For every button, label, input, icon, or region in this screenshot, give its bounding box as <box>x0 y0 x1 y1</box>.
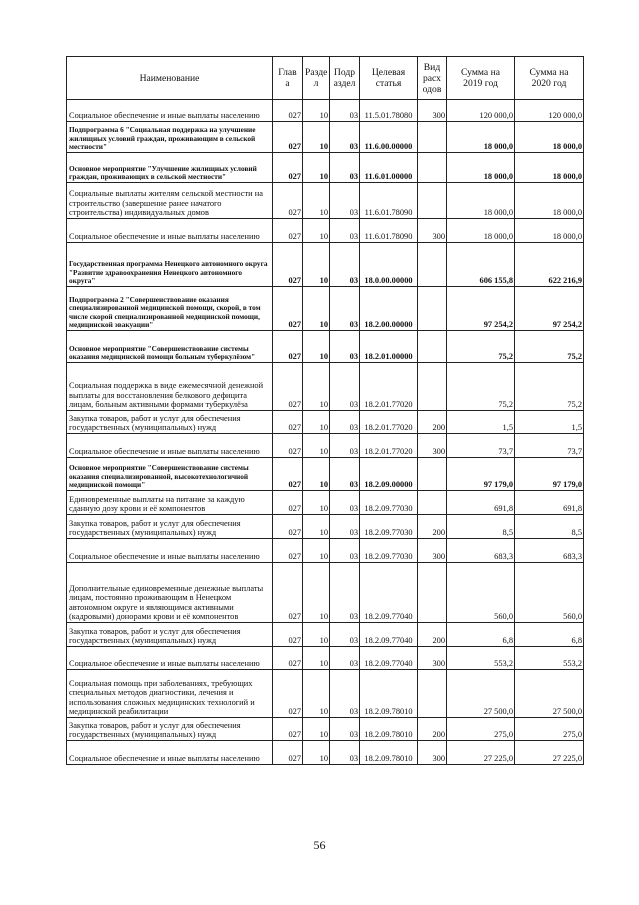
cell-glava: 027 <box>273 563 303 623</box>
cell-vid: 300 <box>418 434 447 458</box>
cell-name: Подпрограмма 2 "Совершенствование оказания специализированной медицинской помощи, скорой, в том числе скорой специализированной медицинской помощи, медицинской эвакуации" <box>67 287 273 331</box>
cell-name: Дополнительные единовременные денежные выплаты лицам, постоянно проживающим в Ненецком автономном округе и являющимся активными (кадровыми) донорами крови и её компонентов <box>67 563 273 623</box>
cell-sum-2020: 275,0 <box>515 718 584 741</box>
cell-razdel: 10 <box>303 434 330 458</box>
header-sum-2019: Сумма на 2019 год <box>447 57 515 100</box>
header-article: Целевая статья <box>360 57 418 100</box>
cell-podrazdel: 03 <box>330 623 360 647</box>
cell-sum-2020: 120 000,0 <box>515 100 584 122</box>
cell-sum-2019: 18 000,0 <box>447 122 515 153</box>
table-row <box>67 647 584 670</box>
cell-razdel: 10 <box>303 153 330 183</box>
cell-name: Социальное обеспечение и иные выплаты населению <box>67 741 273 765</box>
table-header-row <box>67 57 584 100</box>
cell-glava: 027 <box>273 122 303 153</box>
cell-name: Социальное обеспечение и иные выплаты населению <box>67 100 273 122</box>
cell-sum-2020: 683,3 <box>515 539 584 563</box>
cell-sum-2019: 606 155,8 <box>447 243 515 287</box>
cell-vid: 300 <box>418 539 447 563</box>
cell-sum-2019: 553,2 <box>447 647 515 670</box>
cell-glava: 027 <box>273 670 303 718</box>
cell-razdel: 10 <box>303 363 330 411</box>
cell-glava: 027 <box>273 623 303 647</box>
cell-sum-2020: 560,0 <box>515 563 584 623</box>
cell-article: 11.6.00.00000 <box>360 122 418 153</box>
cell-podrazdel: 03 <box>330 563 360 623</box>
cell-sum-2019: 97 254,2 <box>447 287 515 331</box>
cell-razdel: 10 <box>303 183 330 219</box>
cell-sum-2020: 97 254,2 <box>515 287 584 331</box>
cell-vid: 300 <box>418 647 447 670</box>
cell-article: 18.2.09.77030 <box>360 491 418 515</box>
cell-podrazdel: 03 <box>330 434 360 458</box>
cell-sum-2019: 8,5 <box>447 515 515 539</box>
table-row <box>67 363 584 411</box>
cell-razdel: 10 <box>303 122 330 153</box>
header-sum-2020: Сумма на 2020 год <box>515 57 584 100</box>
cell-name: Закупка товаров, работ и услуг для обеспечения государственных (муниципальных) нужд <box>67 515 273 539</box>
cell-glava: 027 <box>273 458 303 491</box>
cell-vid <box>418 363 447 411</box>
cell-vid: 200 <box>418 515 447 539</box>
cell-vid <box>418 153 447 183</box>
cell-razdel: 10 <box>303 539 330 563</box>
cell-razdel: 10 <box>303 670 330 718</box>
cell-sum-2019: 73,7 <box>447 434 515 458</box>
cell-sum-2020: 18 000,0 <box>515 122 584 153</box>
cell-sum-2020: 553,2 <box>515 647 584 670</box>
cell-razdel: 10 <box>303 219 330 243</box>
cell-podrazdel: 03 <box>330 718 360 741</box>
cell-podrazdel: 03 <box>330 363 360 411</box>
cell-sum-2020: 27 500,0 <box>515 670 584 718</box>
table-row <box>67 515 584 539</box>
cell-article: 18.2.09.77030 <box>360 539 418 563</box>
table-row <box>67 563 584 623</box>
cell-name: Государственная программа Ненецкого автономного округа "Развитие здравоохранения Ненецкого автономного округа" <box>67 243 273 287</box>
table-row <box>67 718 584 741</box>
cell-name: Основное мероприятие "Совершенствование системы оказания медицинской помощи больным туберкулёзом" <box>67 331 273 363</box>
cell-podrazdel: 03 <box>330 153 360 183</box>
cell-sum-2020: 1,5 <box>515 411 584 434</box>
cell-podrazdel: 03 <box>330 647 360 670</box>
cell-name: Социальная поддержка в виде ежемесячной денежной выплаты для восстановления белкового дефицита лицам, больным активными формами туберкулёза <box>67 363 273 411</box>
cell-name: Основное мероприятие "Совершенствование системы оказания специализированной, высокотехнологичной медицинской помощи" <box>67 458 273 491</box>
cell-name: Социальное обеспечение и иные выплаты населению <box>67 434 273 458</box>
cell-podrazdel: 03 <box>330 515 360 539</box>
cell-sum-2020: 18 000,0 <box>515 219 584 243</box>
header-name: Наименование <box>67 57 273 100</box>
cell-name: Единовременные выплаты на питание за каждую сданную дозу крови и её компонентов <box>67 491 273 515</box>
cell-sum-2019: 683,3 <box>447 539 515 563</box>
cell-razdel: 10 <box>303 491 330 515</box>
cell-podrazdel: 03 <box>330 539 360 563</box>
cell-vid <box>418 183 447 219</box>
budget-table <box>66 56 584 765</box>
cell-glava: 027 <box>273 153 303 183</box>
cell-name: Социальные выплаты жителям сельской местности на строительство (завершение ранее начатого строительства) индивидуальных домов <box>67 183 273 219</box>
cell-article: 18.2.09.77040 <box>360 563 418 623</box>
cell-sum-2020: 622 216,9 <box>515 243 584 287</box>
cell-sum-2019: 6,8 <box>447 623 515 647</box>
cell-glava: 027 <box>273 287 303 331</box>
cell-vid <box>418 122 447 153</box>
cell-sum-2020: 75,2 <box>515 331 584 363</box>
cell-sum-2019: 18 000,0 <box>447 219 515 243</box>
cell-podrazdel: 03 <box>330 243 360 287</box>
table-row <box>67 539 584 563</box>
table-row <box>67 183 584 219</box>
table-row <box>67 122 584 153</box>
cell-name: Социальное обеспечение и иные выплаты населению <box>67 539 273 563</box>
cell-name: Закупка товаров, работ и услуг для обеспечения государственных (муниципальных) нужд <box>67 411 273 434</box>
cell-vid <box>418 331 447 363</box>
cell-vid <box>418 670 447 718</box>
cell-razdel: 10 <box>303 647 330 670</box>
cell-podrazdel: 03 <box>330 219 360 243</box>
cell-sum-2020: 73,7 <box>515 434 584 458</box>
table-row <box>67 287 584 331</box>
table-row <box>67 491 584 515</box>
cell-glava: 027 <box>273 363 303 411</box>
table-row <box>67 243 584 287</box>
header-glava: Глав а <box>273 57 303 100</box>
cell-glava: 027 <box>273 243 303 287</box>
cell-vid <box>418 458 447 491</box>
table-body <box>67 100 584 765</box>
table-row <box>67 153 584 183</box>
cell-name: Подпрограмма 6 "Социальная поддержка на улучшение жилищных условий граждан, проживающим в сельской местности" <box>67 122 273 153</box>
cell-article: 11.5.01.78080 <box>360 100 418 122</box>
cell-sum-2019: 691,8 <box>447 491 515 515</box>
cell-razdel: 10 <box>303 458 330 491</box>
cell-glava: 027 <box>273 718 303 741</box>
cell-razdel: 10 <box>303 243 330 287</box>
cell-article: 18.2.09.78010 <box>360 670 418 718</box>
header-vid: Вид расх одов <box>418 57 447 100</box>
cell-article: 18.2.01.00000 <box>360 331 418 363</box>
cell-vid <box>418 243 447 287</box>
table-row <box>67 219 584 243</box>
cell-sum-2019: 560,0 <box>447 563 515 623</box>
table-row <box>67 411 584 434</box>
cell-sum-2019: 18 000,0 <box>447 183 515 219</box>
cell-glava: 027 <box>273 100 303 122</box>
cell-razdel: 10 <box>303 331 330 363</box>
cell-name: Социальное обеспечение и иные выплаты населению <box>67 647 273 670</box>
cell-name: Социальное обеспечение и иные выплаты населению <box>67 219 273 243</box>
cell-razdel: 10 <box>303 718 330 741</box>
cell-razdel: 10 <box>303 563 330 623</box>
cell-sum-2019: 275,0 <box>447 718 515 741</box>
cell-sum-2020: 6,8 <box>515 623 584 647</box>
cell-article: 18.2.01.77020 <box>360 411 418 434</box>
cell-sum-2020: 18 000,0 <box>515 183 584 219</box>
cell-vid: 200 <box>418 411 447 434</box>
cell-article: 11.6.01.78090 <box>360 219 418 243</box>
cell-article: 11.6.01.00000 <box>360 153 418 183</box>
cell-podrazdel: 03 <box>330 411 360 434</box>
cell-sum-2020: 691,8 <box>515 491 584 515</box>
cell-vid <box>418 491 447 515</box>
cell-sum-2020: 75,2 <box>515 363 584 411</box>
table-row <box>67 741 584 765</box>
cell-article: 18.0.00.00000 <box>360 243 418 287</box>
cell-razdel: 10 <box>303 411 330 434</box>
cell-glava: 027 <box>273 219 303 243</box>
table-row <box>67 670 584 718</box>
cell-sum-2020: 8,5 <box>515 515 584 539</box>
cell-razdel: 10 <box>303 623 330 647</box>
cell-razdel: 10 <box>303 515 330 539</box>
cell-sum-2019: 97 179,0 <box>447 458 515 491</box>
cell-glava: 027 <box>273 183 303 219</box>
cell-podrazdel: 03 <box>330 183 360 219</box>
table-row <box>67 100 584 122</box>
cell-vid: 300 <box>418 219 447 243</box>
cell-glava: 027 <box>273 741 303 765</box>
cell-glava: 027 <box>273 539 303 563</box>
cell-podrazdel: 03 <box>330 491 360 515</box>
cell-name: Закупка товаров, работ и услуг для обеспечения государственных (муниципальных) нужд <box>67 623 273 647</box>
table-row <box>67 434 584 458</box>
cell-glava: 027 <box>273 515 303 539</box>
cell-podrazdel: 03 <box>330 100 360 122</box>
cell-glava: 027 <box>273 647 303 670</box>
cell-vid: 200 <box>418 718 447 741</box>
cell-sum-2019: 18 000,0 <box>447 153 515 183</box>
cell-sum-2019: 27 500,0 <box>447 670 515 718</box>
cell-podrazdel: 03 <box>330 670 360 718</box>
table-row <box>67 458 584 491</box>
cell-podrazdel: 03 <box>330 287 360 331</box>
cell-podrazdel: 03 <box>330 741 360 765</box>
cell-glava: 027 <box>273 491 303 515</box>
cell-name: Закупка товаров, работ и услуг для обеспечения государственных (муниципальных) нужд <box>67 718 273 741</box>
cell-article: 18.2.01.77020 <box>360 434 418 458</box>
cell-sum-2020: 27 225,0 <box>515 741 584 765</box>
cell-article: 11.6.01.78090 <box>360 183 418 219</box>
cell-article: 18.2.09.78010 <box>360 741 418 765</box>
cell-sum-2020: 18 000,0 <box>515 153 584 183</box>
cell-name: Социальная помощь при заболеваниях, требующих специальных методов диагностики, лечения и использования сложных медицинских технологий и медицинской реабилитации <box>67 670 273 718</box>
cell-article: 18.2.09.77030 <box>360 515 418 539</box>
cell-razdel: 10 <box>303 287 330 331</box>
cell-article: 18.2.01.77020 <box>360 363 418 411</box>
table-row <box>67 623 584 647</box>
table-row <box>67 331 584 363</box>
cell-article: 18.2.09.77040 <box>360 647 418 670</box>
cell-podrazdel: 03 <box>330 331 360 363</box>
cell-glava: 027 <box>273 411 303 434</box>
cell-sum-2019: 75,2 <box>447 363 515 411</box>
cell-sum-2019: 1,5 <box>447 411 515 434</box>
cell-vid: 200 <box>418 623 447 647</box>
cell-vid <box>418 287 447 331</box>
cell-razdel: 10 <box>303 741 330 765</box>
cell-sum-2019: 120 000,0 <box>447 100 515 122</box>
cell-razdel: 10 <box>303 100 330 122</box>
header-razdel: Разде л <box>303 57 330 100</box>
cell-sum-2020: 97 179,0 <box>515 458 584 491</box>
cell-podrazdel: 03 <box>330 122 360 153</box>
page-number: 56 <box>313 838 326 852</box>
cell-vid: 300 <box>418 100 447 122</box>
cell-glava: 027 <box>273 331 303 363</box>
cell-vid <box>418 563 447 623</box>
cell-sum-2019: 27 225,0 <box>447 741 515 765</box>
cell-vid: 300 <box>418 741 447 765</box>
cell-article: 18.2.09.00000 <box>360 458 418 491</box>
cell-name: Основное мероприятие "Улучшение жилищных условий граждан, проживающих в сельской местности" <box>67 153 273 183</box>
header-podrazdel: Подр аздел <box>330 57 360 100</box>
cell-sum-2019: 75,2 <box>447 331 515 363</box>
cell-podrazdel: 03 <box>330 458 360 491</box>
cell-article: 18.2.09.77040 <box>360 623 418 647</box>
cell-article: 18.2.00.00000 <box>360 287 418 331</box>
cell-glava: 027 <box>273 434 303 458</box>
cell-article: 18.2.09.78010 <box>360 718 418 741</box>
